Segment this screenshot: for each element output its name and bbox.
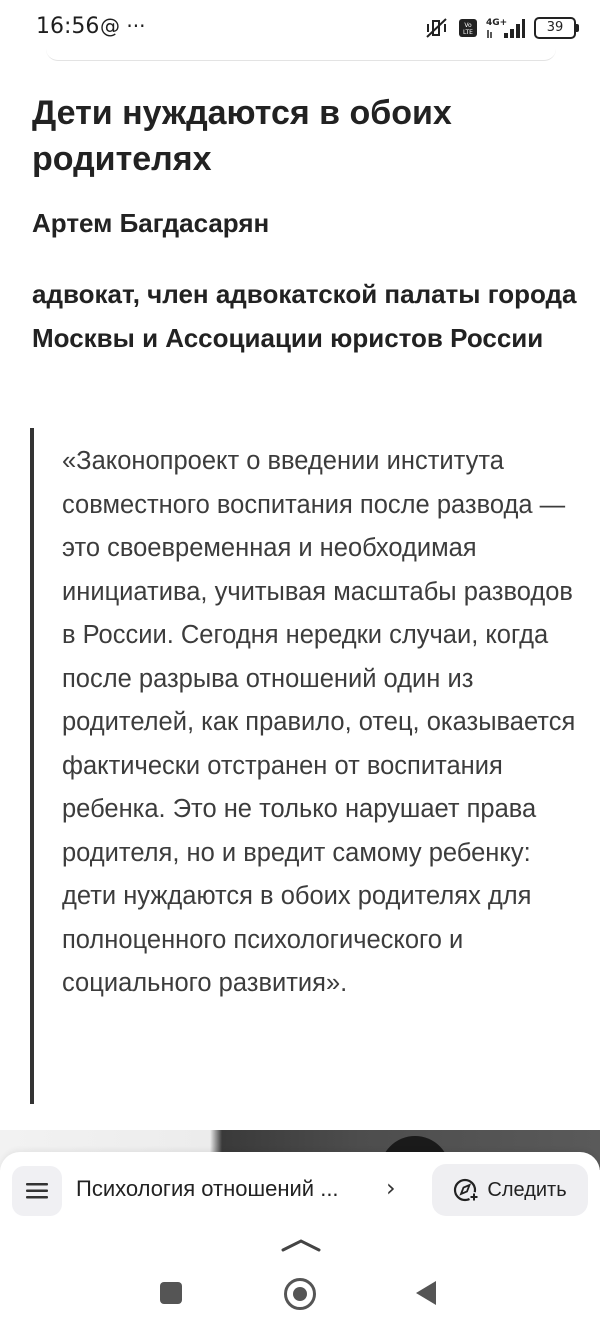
mute-vibrate-icon	[424, 17, 450, 39]
notification-icons: @ ···	[100, 14, 146, 38]
channel-name-link[interactable]: Психология отношений ...	[76, 1176, 339, 1201]
follow-button-label: Следить	[487, 1178, 567, 1201]
status-time: 16:56	[36, 14, 100, 39]
author-description: адвокат, член адвокатской палаты города Москвы и Ассоциации юристов России	[32, 279, 577, 353]
back-button[interactable]	[416, 1281, 436, 1305]
system-navigation-bar	[0, 1228, 600, 1332]
follow-button[interactable]	[432, 1164, 588, 1216]
hamburger-menu-icon	[26, 1183, 48, 1199]
chevron-right-icon[interactable]: ›	[386, 1174, 396, 1202]
quote-text: «Законопроект о введении института совместного воспитания после развода — это своевременная и необходимая инициатива, учитывая масштабы разводов в России. Сегодня нередки случаи, когда после разрыва отношений один из родителей, как правило, отец, оказывается фактически отстранен от воспитания ребенка. Это не только нарушает права родителя, но и вредит самому ребенку: дети нуждаются в обоих родителях для полноценного психологического и социального развития».	[62, 447, 576, 997]
battery-icon: 39	[534, 17, 576, 39]
swipe-up-chevron-icon[interactable]	[281, 1238, 321, 1252]
channel-bar	[0, 1152, 600, 1229]
4g-signal-icon	[486, 16, 526, 40]
previous-card-edge	[46, 42, 556, 61]
status-right-icons	[424, 14, 576, 42]
volte-icon	[458, 18, 478, 38]
blockquote	[30, 428, 579, 1104]
svg-text:Vo: Vo	[464, 22, 472, 29]
recent-apps-button[interactable]	[160, 1282, 182, 1304]
follow-compass-icon	[453, 1177, 479, 1203]
menu-button[interactable]	[12, 1166, 62, 1216]
svg-text:LTE: LTE	[463, 29, 473, 36]
author-name: Артем Багдасарян	[32, 208, 270, 238]
svg-text:4G+: 4G+	[486, 18, 508, 28]
home-button[interactable]	[284, 1278, 316, 1310]
article-section-title: Дети нуждаются в обоих родителях	[32, 94, 452, 178]
